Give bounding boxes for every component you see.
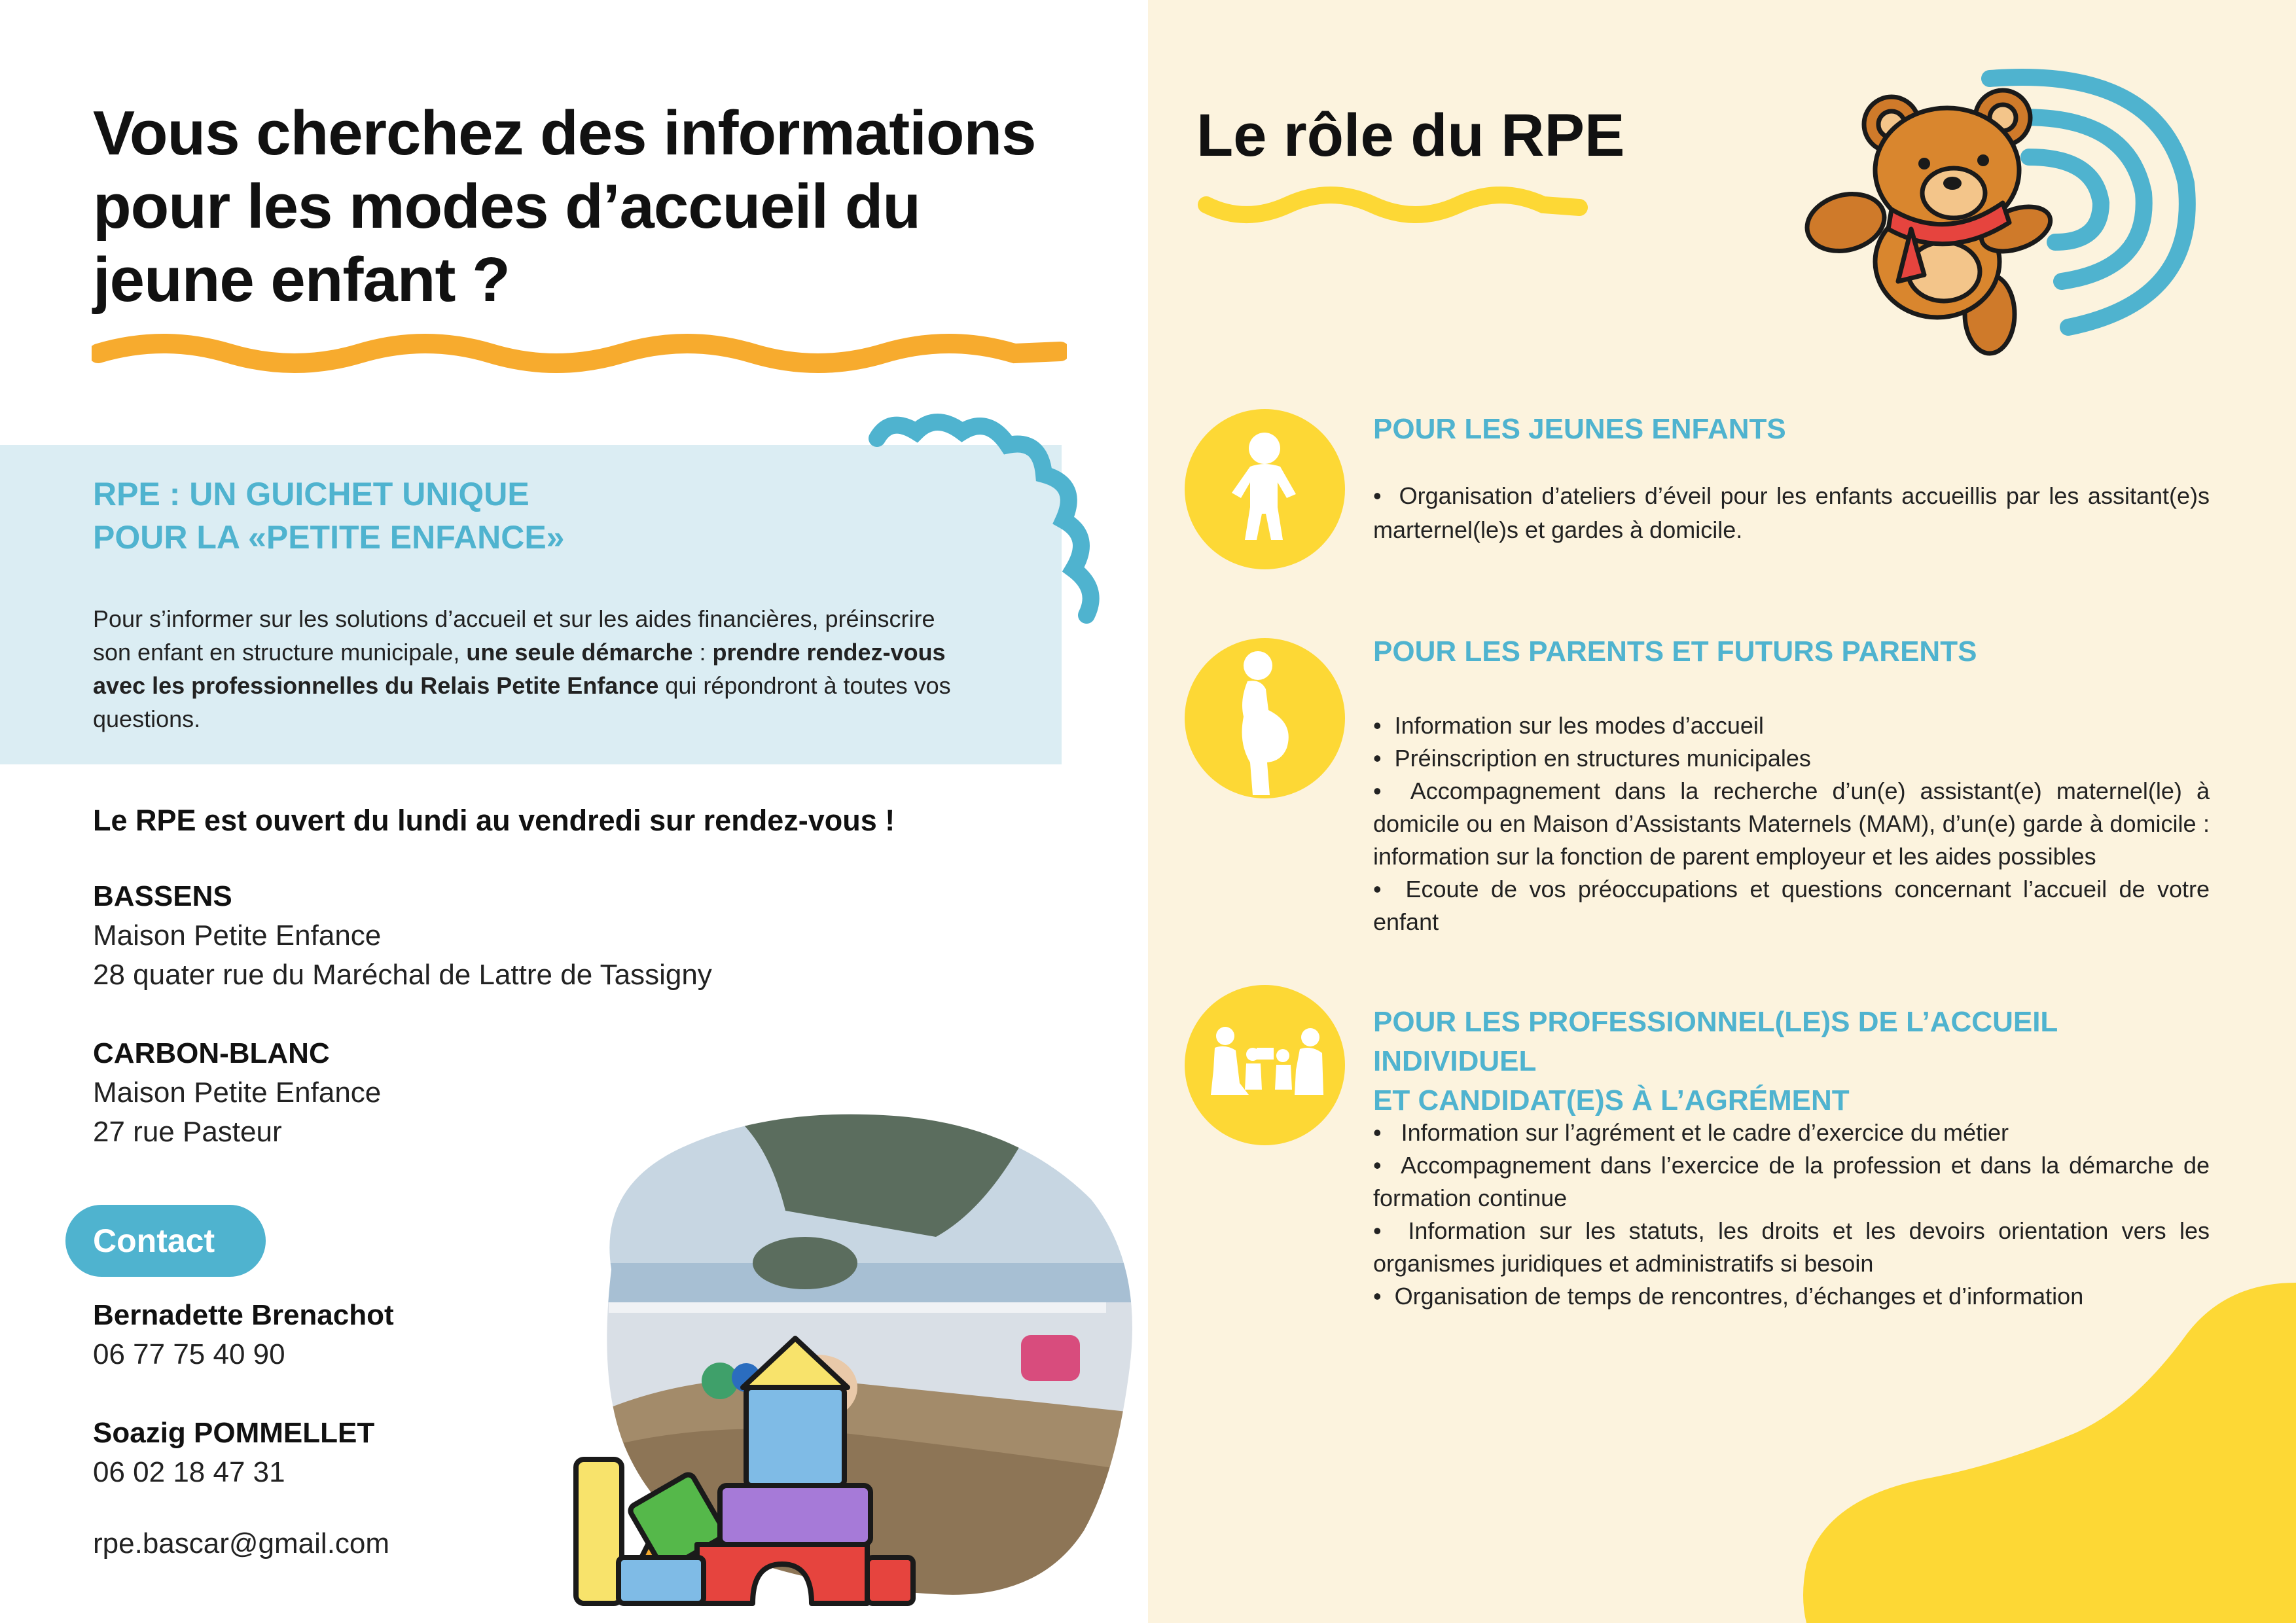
list-item: • Information sur l’agrément et le cadre d’exercice du métier: [1373, 1116, 2210, 1149]
yellow-blob-decoration: [1767, 1283, 2296, 1623]
list-item: • Organisation de temps de rencontres, d’échanges et d’information: [1373, 1280, 2210, 1313]
band-text-bold: une seule démarche: [466, 639, 693, 666]
contact-phone[interactable]: 06 77 75 40 90: [93, 1338, 285, 1370]
section-title-line: POUR LES JEUNES ENFANTS: [1373, 413, 1786, 445]
yellow-wave-decoration: [1196, 185, 1589, 231]
teddy-bear-illustration: [1793, 65, 2212, 360]
section-title-professionals: [1373, 1003, 2224, 1120]
teddy-nose: [1943, 177, 1962, 190]
band-title-line: RPE : UN GUICHET UNIQUE: [93, 476, 529, 512]
band-title-line: POUR LA «PETITE ENFANCE»: [93, 519, 565, 556]
list-item: • Ecoute de vos préoccupations et questions concernant l’accueil de votre enfant: [1373, 873, 2210, 938]
list-item: • Information sur les modes d’accueil: [1373, 709, 2210, 742]
section-title-children: [1373, 410, 2224, 449]
opening-hours: Le RPE est ouvert du lundi au vendredi sur rendez-vous !: [93, 804, 895, 837]
main-title-line: pour les modes d’accueil du: [93, 171, 920, 241]
band-title: [93, 473, 944, 559]
list-item: • Information sur les statuts, les droits et les devoirs orientation vers les organismes juridiques et administratifs si besoin: [1373, 1215, 2210, 1280]
band-text-part: qui répondront à toutes vos questions.: [93, 672, 951, 732]
child-playing-photo: [569, 1106, 1145, 1623]
section-list-children: [1373, 479, 2210, 547]
band-description: [93, 602, 970, 736]
location-address: 28 quater rue du Maréchal de Lattre de Tassigny: [93, 959, 712, 991]
contact-name: Soazig POMMELLET: [93, 1417, 375, 1449]
role-title: Le rôle du RPE: [1196, 102, 1625, 169]
main-title-line: jeune enfant ?: [93, 245, 510, 315]
list-item: • Accompagnement dans la recherche d’un(e) assistant(e) maternel(le) à domicile ou en Maison d’Assistants Maternels (MAM), d’un(e) garde à domicile : information sur la fonction de parent employeur et les aides possibles: [1373, 775, 2210, 873]
section-title-line: POUR LES PARENTS ET FUTURS PARENTS: [1373, 635, 1977, 668]
section-title-line: POUR LES PROFESSIONNEL(LE)S DE L’ACCUEIL INDIVIDUEL: [1373, 1006, 2058, 1077]
main-title: [93, 97, 1075, 317]
location-city: CARBON-BLANC: [93, 1037, 330, 1069]
band-text-part: :: [692, 639, 713, 666]
professionals-with-children-icon: [1185, 985, 1345, 1145]
child-icon: [1185, 409, 1345, 569]
location-place: Maison Petite Enfance: [93, 919, 382, 952]
pregnant-woman-icon: [1185, 638, 1345, 798]
contact-label: Contact: [65, 1205, 266, 1277]
location-place: Maison Petite Enfance: [93, 1077, 382, 1109]
list-item: • Préinscription en structures municipales: [1373, 742, 2210, 775]
teddy-eye: [1918, 158, 1930, 169]
orange-wave-decoration: [92, 330, 1067, 376]
section-title-line: ET CANDIDAT(E)S À L’AGRÉMENT: [1373, 1084, 1850, 1116]
section-title-parents: [1373, 632, 2224, 671]
band-text-bold: prendre rendez-vous avec les professionnelles du Relais Petite Enfance: [93, 639, 946, 699]
teddy-eye: [1977, 154, 1989, 166]
location-bassens: [93, 877, 813, 995]
contact-name: Bernadette Brenachot: [93, 1299, 394, 1331]
main-title-line: Vous cherchez des informations: [93, 98, 1036, 168]
list-item: • Accompagnement dans l’exercice de la profession et dans la démarche de formation continue: [1373, 1149, 2210, 1215]
contact-phone[interactable]: 06 02 18 47 31: [93, 1456, 285, 1488]
list-item: • Organisation d’ateliers d’éveil pour les enfants accueillis par les assitant(e)s marternel(le)s et gardes à domicile.: [1373, 479, 2210, 547]
contact-email[interactable]: rpe.bascar@gmail.com: [93, 1527, 390, 1560]
location-address: 27 rue Pasteur: [93, 1116, 282, 1148]
band-text-part: Pour s’informer sur les solutions d’accueil et sur les aides financières, préinscrire son enfant en structure municipale,: [93, 605, 935, 666]
section-list-parents: [1373, 709, 2210, 938]
location-city: BASSENS: [93, 880, 232, 912]
teddy-bear-figure: [1801, 90, 2056, 353]
